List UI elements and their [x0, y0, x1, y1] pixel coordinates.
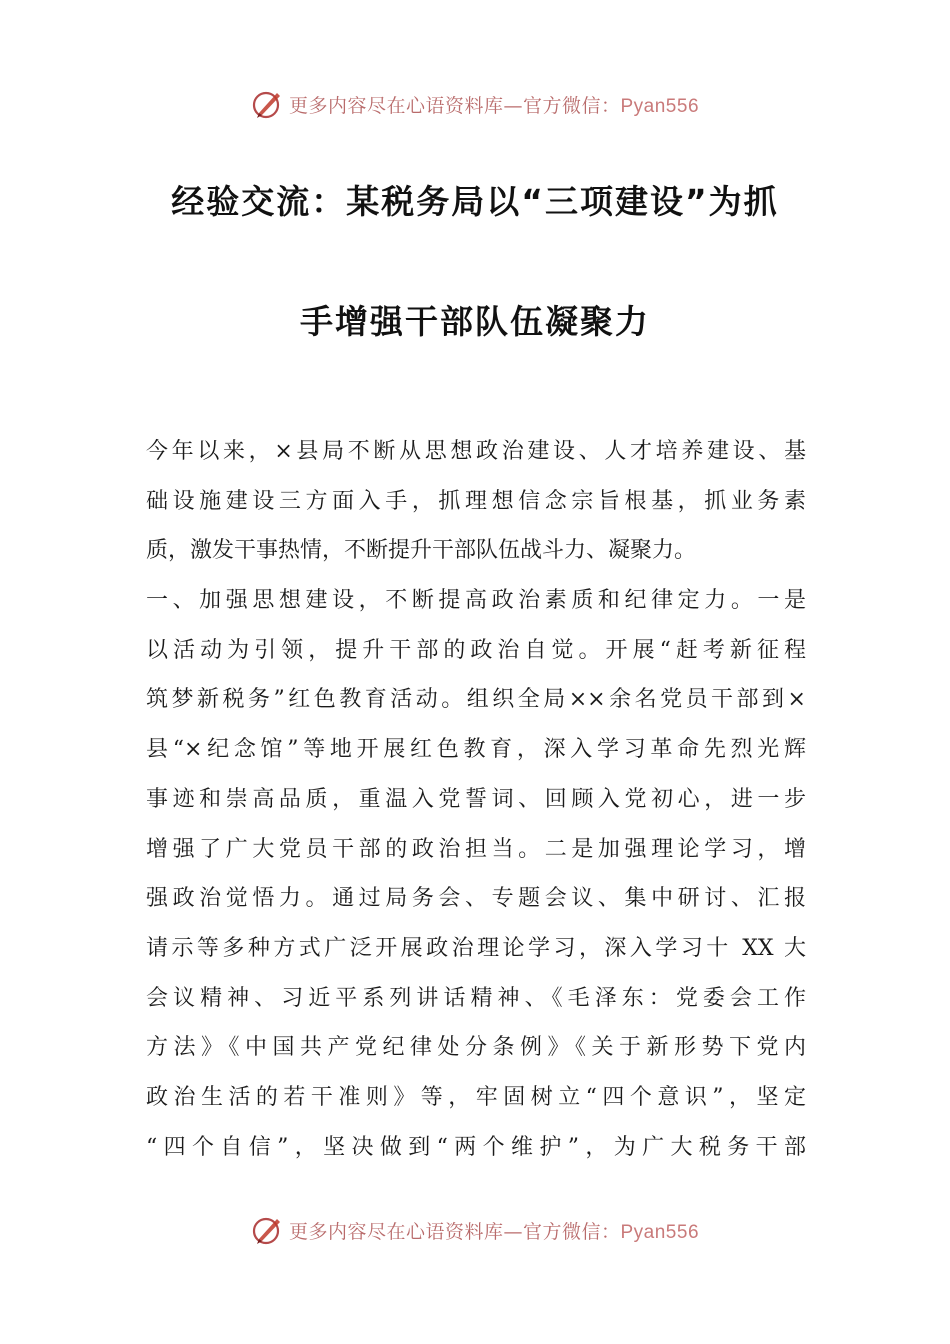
body-line: 以活动为引领，提升干部的政治自觉。开展“赶考新征程	[146, 637, 806, 663]
document-title-line-1: 经验交流：某税务局以“三项建设”为抓	[171, 182, 779, 221]
body-line: 会议精神、习近平系列讲话精神、《毛泽东：党委会工作	[146, 985, 806, 1011]
body-line: 增强了广大党员干部的政治担当。二是加强理论学习，增	[146, 836, 806, 862]
watermark-wechat-id: Pyan556	[620, 1221, 700, 1243]
header-watermark	[0, 84, 950, 124]
body-line: 一、加强思想建设，不断提高政治素质和纪律定力。一是	[146, 588, 806, 614]
body-line: 请示等多种方式广泛开展政治理论学习，深入学习十 XX 大	[146, 935, 806, 961]
footer-watermark	[0, 1210, 950, 1250]
body-line: 础设施建设三方面入手，抓理想信念宗旨根基，抓业务素	[146, 488, 806, 514]
document-body	[146, 427, 806, 1172]
body-line: 筑梦新税务”红色教育活动。组织全局××余名党员干部到×	[146, 687, 806, 713]
body-line: 质，激发干事热情，不断提升干部队伍战斗力、凝聚力。	[146, 538, 697, 564]
watermark-wechat-id: Pyan556	[620, 95, 700, 117]
body-line: 县“×纪念馆”等地开展红色教育，深入学习革命先烈光辉	[146, 737, 806, 763]
body-line: 今年以来，×县局不断从思想政治建设、人才培养建设、基	[146, 439, 806, 464]
watermark-text: 更多内容尽在心语资料库—官方微信：Pyan556	[288, 94, 700, 117]
body-line: 事迹和崇高品质，重温入党誓词、回顾入党初心，进一步	[146, 786, 806, 812]
pen-logo-icon	[251, 1213, 285, 1247]
pen-logo-icon	[251, 87, 285, 121]
body-line: 政治生活的若干准则》等，牢固树立“四个意识”，坚定	[146, 1084, 806, 1110]
watermark-group	[251, 87, 699, 121]
document-title-line-2: 手增强干部队伍凝聚力	[300, 302, 650, 341]
body-line: “四个自信”，坚决做到“两个维护”，为广大税务干部	[146, 1134, 806, 1160]
watermark-group	[251, 1213, 699, 1247]
watermark-text: 更多内容尽在心语资料库—官方微信：Pyan556	[288, 1220, 700, 1243]
body-line: 方法》《中国共产党纪律处分条例》《关于新形势下党内	[146, 1035, 806, 1061]
body-line: 强政治觉悟力。通过局务会、专题会议、集中研讨、汇报	[146, 886, 806, 912]
